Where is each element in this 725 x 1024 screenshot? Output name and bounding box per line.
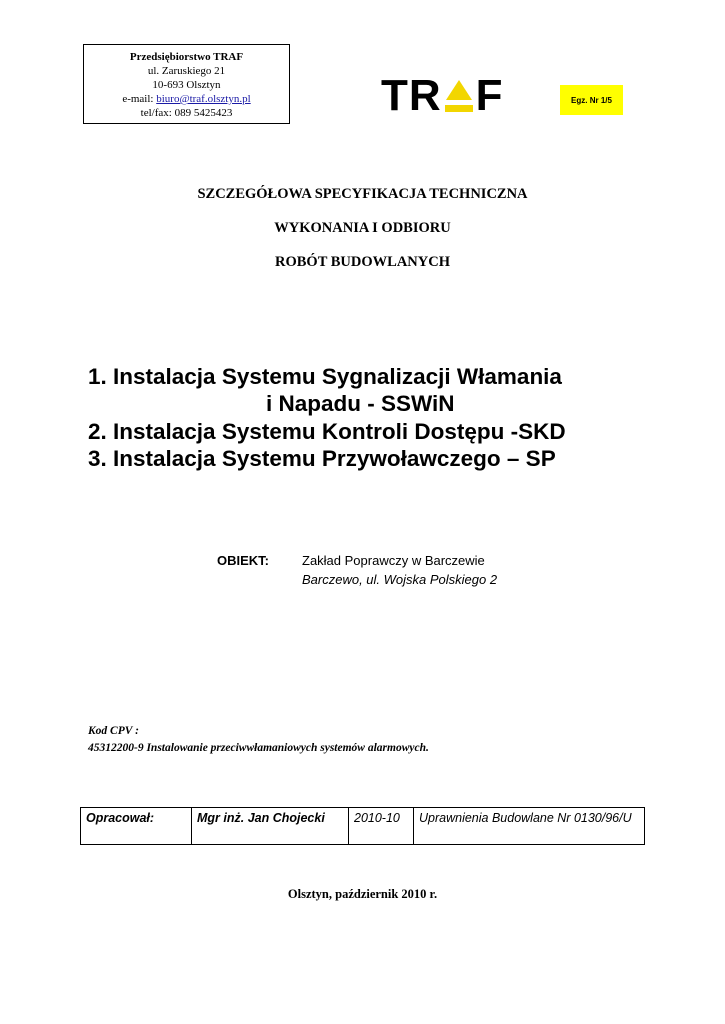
- system-item-1-line1: 1. Instalacja Systemu Sygnalizacji Włamania: [88, 364, 562, 389]
- object-name: Zakład Poprawczy w Barczewie: [302, 553, 485, 568]
- prepared-date: 2010-10: [349, 808, 414, 845]
- company-city: 10-693 Olsztyn: [152, 79, 221, 91]
- footer-place-date: Olsztyn, październik 2010 r.: [287, 887, 438, 901]
- system-item-3: 3. Instalacja Systemu Przywoławczego – SP: [88, 446, 556, 471]
- author-name: Mgr inż. Jan Chojecki: [192, 808, 349, 845]
- company-name: Przedsiębiorstwo TRAF: [129, 51, 244, 63]
- traf-logo: [381, 71, 523, 120]
- email-link[interactable]: biuro@traf.olsztyn.pl: [156, 93, 251, 105]
- company-email-line: [84, 92, 289, 106]
- email-prefix: e-mail:: [122, 93, 157, 105]
- logo-triangle-icon: [444, 78, 474, 114]
- cpv-label: Kod CPV :: [88, 725, 139, 737]
- company-info-box: [83, 44, 290, 124]
- company-phone: tel/fax: 089 5425423: [140, 107, 233, 119]
- author-table: [80, 807, 645, 845]
- prepared-by-label: Opracował:: [81, 808, 192, 845]
- spec-title-line1: SZCZEGÓŁOWA SPECYFIKACJA TECHNICZNA: [197, 186, 528, 202]
- logo-letters-left: TR: [381, 71, 442, 120]
- object-label: OBIEKT:: [217, 553, 269, 568]
- object-address: Barczewo, ul. Wojska Polskiego 2: [302, 572, 498, 587]
- system-item-2: 2. Instalacja Systemu Kontroli Dostępu -SKD: [88, 419, 566, 444]
- license-number: Uprawnienia Budowlane Nr 0130/96/U: [414, 808, 645, 845]
- spec-title-line3: ROBÓT BUDOWLANYCH: [275, 254, 450, 270]
- cpv-code: 45312200-9 Instalowanie przeciwwłamaniowych systemów alarmowych.: [88, 742, 429, 754]
- company-street: ul. Zaruskiego 21: [147, 65, 226, 77]
- table-row: [81, 808, 645, 845]
- logo-letters-right: F: [475, 71, 504, 120]
- copy-number-badge: Egz. Nr 1/5: [560, 85, 623, 115]
- system-item-1-line2: i Napadu - SSWiN: [266, 391, 455, 416]
- spec-title-line2: WYKONANIA I ODBIORU: [274, 220, 451, 236]
